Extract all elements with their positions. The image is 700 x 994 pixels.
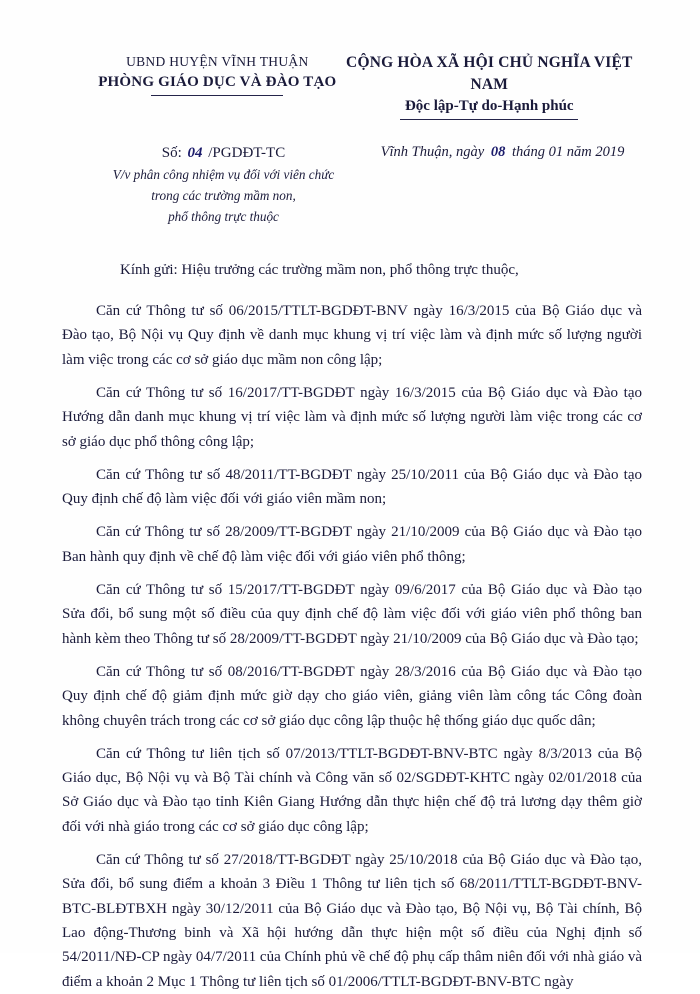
body-paragraph: Căn cứ Thông tư số 48/2011/TT-BGDĐT ngày 25/10/2011 của Bộ Giáo dục và Đào tạo Quy định chế độ làm việc đối với giáo viên mầm non;	[62, 466, 642, 508]
place-date-line	[363, 142, 642, 161]
body-paragraph: Căn cứ Thông tư số 16/2017/TT-BGDĐT ngày 16/3/2015 của Bộ Giáo dục và Đào tạo Hướng dẫn danh mục khung vị trí việc làm và định mức số lượng người làm việc trong các cơ sở giáo dục phổ thông công lập;	[62, 384, 642, 450]
body-paragraph: Căn cứ Thông tư số 06/2015/TTLT-BGDĐT-BNV ngày 16/3/2015 của Bộ Giáo dục và Đào tạo, Bộ Nội vụ Quy định về danh mục khung vị trí việc làm và định mức số lượng người làm việc trong các cơ sở giáo dục mầm non công lập;	[62, 303, 642, 368]
header-right-rule	[400, 119, 578, 120]
national-motto: Độc lập-Tự do-Hạnh phúc	[404, 98, 574, 115]
body-paragraph: Căn cứ Thông tư số 28/2009/TT-BGDĐT ngày 21/10/2009 của Bộ Giáo dục và Đào tạo Ban hành quy định về chế độ làm việc đối với giáo viên phổ thông;	[62, 524, 642, 565]
body-paragraph: Căn cứ Thông tư số 08/2016/TT-BGDĐT ngày 28/3/2016 của Bộ Giáo dục và Đào tạo Quy định chế độ giảm định mức giờ dạy cho giáo viên, giảng viên làm công tác Công đoàn không chuyên trách trong các cơ sở giáo dục công lập thuộc hệ thống giáo dục quốc dân;	[62, 663, 642, 729]
body-paragraph: Căn cứ Thông tư liên tịch số 07/2013/TTLT-BGDĐT-BNV-BTC ngày 8/3/2013 của Bộ Giáo dục, Bộ Nội vụ và Bộ Tài chính và Công văn số 02/SGDĐT-KHTC ngày 02/01/2018 của Sở Giáo dục và Đào tạo tỉnh Kiên Giang Hướng dẫn thực hiện chế độ trả lương dạy thêm giờ đối với nhà giáo trong các cơ sở giáo dục công lập;	[62, 745, 642, 835]
document-number-prefix: Số:	[161, 144, 182, 161]
body-paragraph: Căn cứ Thông tư số 27/2018/TT-BGDĐT ngày 25/10/2018 của Bộ Giáo dục và Đào tạo, Sửa đổi, bổ sung điểm a khoản 3 Điều 1 Thông tư liên tịch số 68/2011/TTLT-BGDĐT-BNV-BTC-BLĐTBXH ngày 30/12/2011 của Bộ Giáo dục và Đào tạo, Bộ Nội vụ, Bộ Tài chính, Bộ Lao động-Thương binh và Xã hội hướng dẫn thực hiện một số điều của Nghị định số 54/2011/NĐ-CP ngày 04/7/2011 của Chính phủ về chế độ phụ cấp thâm niên đối với nhà giáo và điểm a khoản 2 Mục 1 Thông tư liên tịch số 01/2006/TTLT-BGDĐT-BNV-BTC ngày	[62, 852, 642, 990]
issuing-authority-block	[98, 52, 337, 96]
document-subject-line-3: phổ thông trực thuộc	[168, 208, 279, 224]
issuing-authority-name: PHÒNG GIÁO DỤC VÀ ĐÀO TẠO	[98, 73, 337, 90]
document-meta	[62, 142, 642, 227]
document-number-suffix: /PGDĐT-TC	[208, 144, 286, 161]
document-number-handwritten: 04	[187, 144, 203, 161]
place-date-suffix: tháng 01 năm 2019	[511, 143, 625, 160]
document-subject-line-2: trong các trường mầm non,	[151, 188, 296, 204]
day-handwritten: 08	[490, 143, 506, 160]
body-paragraph: Căn cứ Thông tư số 15/2017/TT-BGDĐT ngày 09/6/2017 của Bộ Giáo dục và Đào tạo Sửa đổi, bổ sung một số điều của quy định chế độ làm việc đối với giáo viên phổ thông ban hành kèm theo Thông tư số 28/2009/TT-BGDĐT ngày 21/10/2009 của Bộ Giáo dục và Đào tạo;	[62, 582, 642, 647]
national-heading-block	[337, 52, 642, 120]
document-number-block	[84, 142, 363, 227]
document-subject-line-1: V/v phân công nhiệm vụ đối với viên chức	[112, 167, 335, 183]
issuing-authority-parent: UBND HUYỆN VĨNH THUẬN	[126, 54, 309, 69]
document-number-line	[84, 142, 363, 165]
document-body	[62, 299, 642, 994]
place-date-prefix: Vĩnh Thuận, ngày	[380, 143, 485, 160]
national-title: CỘNG HÒA XÃ HỘI CHỦ NGHĨA VIỆT NAM	[346, 54, 633, 93]
header-left-rule	[151, 95, 283, 96]
recipient-line: Kính gửi: Hiệu trưởng các trường mầm non, phổ thông trực thuộc,	[120, 261, 519, 278]
document-header	[62, 52, 642, 120]
